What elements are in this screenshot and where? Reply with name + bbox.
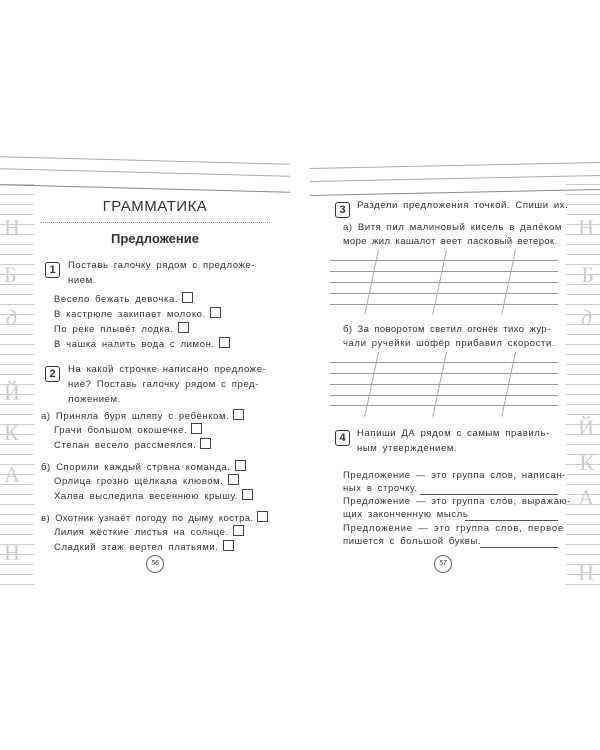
sentence: Лилия жёсткие листья на солнце. — [54, 527, 229, 538]
sentence: Охотник узнаёт погоду по дыму костра. — [55, 513, 254, 524]
statement: Предложение — это группа слов, написан- — [343, 470, 567, 481]
edge-letter: д — [6, 305, 18, 330]
task-prompt: Раздели предложения точкой. Спиши их. — [357, 200, 569, 211]
writing-line — [330, 293, 558, 294]
answer-line[interactable] — [465, 520, 558, 521]
statement: щих законченную мысль — [343, 509, 469, 520]
edge-letter: А — [4, 462, 20, 487]
writing-line — [330, 271, 558, 272]
edge-letter: Й — [578, 415, 594, 440]
edge-letter: К — [4, 420, 19, 445]
group-label: б) — [41, 462, 51, 473]
task-prompt: нием. — [68, 275, 97, 286]
edge-letter: Н — [4, 540, 20, 565]
checkbox[interactable] — [233, 409, 244, 420]
sentence: Приняла буря шляпу с ребёнком. — [55, 411, 230, 422]
edge-letter: Н — [578, 560, 594, 585]
sentence: Халва выследила весеннюю крышу. — [54, 491, 239, 502]
section-title: ГРАММАТИКА — [102, 198, 208, 215]
checkbox[interactable] — [210, 307, 221, 318]
header-line — [0, 168, 290, 177]
checkbox[interactable] — [235, 460, 246, 471]
task-number: 1 — [45, 262, 60, 278]
header-line — [0, 184, 290, 193]
edge-letter: Б — [4, 262, 17, 287]
checkbox[interactable] — [200, 438, 211, 449]
header-line — [310, 189, 600, 196]
exercise-text: море жил кашалот веет ласковый ветерок. — [343, 236, 558, 247]
page-number: 57 — [434, 555, 452, 573]
task-prompt: ложением. — [68, 394, 121, 405]
edge-letter: К — [579, 450, 594, 475]
exercise-text: чали ручейки шофёр прибавил скорости. — [343, 338, 556, 349]
edge-letter: А — [578, 485, 594, 510]
sentence: По реке плывёт лодка. — [54, 324, 174, 335]
writing-line — [330, 395, 558, 396]
checkbox[interactable] — [178, 322, 189, 333]
edge-letter: Б — [581, 262, 594, 287]
statement: Предложение — это группа слов, первое — [343, 523, 565, 534]
sentence: Степан весело рассмеялся. — [54, 440, 197, 451]
task-number: 3 — [335, 202, 350, 218]
statement: Предложение — это группа слов, выражаю- — [343, 496, 571, 507]
task-prompt: На какой строчке написано предложе- — [68, 364, 267, 375]
checkbox[interactable] — [182, 292, 193, 303]
sentence: Сладкий этаж вертел платьями. — [54, 542, 219, 553]
answer-line[interactable] — [480, 547, 558, 548]
writing-line — [330, 373, 558, 374]
task-number: 4 — [335, 430, 350, 446]
task-prompt: Поставь галочку рядом с предложе- — [68, 260, 256, 271]
task-prompt: ным утверждением. — [357, 443, 458, 454]
statement: ных в строчку. — [343, 483, 418, 494]
group-label: в) — [41, 513, 51, 524]
edge-letter: д — [580, 305, 592, 330]
writing-line — [330, 304, 558, 305]
answer-line[interactable] — [420, 494, 558, 495]
task-prompt: ние? Поставь галочку рядом с пред- — [68, 379, 259, 390]
writing-line — [330, 405, 558, 406]
topic-title: Предложение — [111, 231, 199, 246]
statement: пишется с большой буквы. — [343, 536, 482, 547]
sentence: В чашка налить вода с лимон. — [54, 339, 215, 350]
edge-letter: Н — [4, 215, 20, 240]
writing-line — [330, 282, 558, 283]
edge-letter: Й — [4, 380, 20, 405]
header-line — [310, 162, 600, 169]
dotted-divider — [40, 222, 270, 223]
checkbox[interactable] — [219, 337, 230, 348]
sentence: Грачи большом окошечке. — [54, 425, 188, 436]
sentence: Орлица грозно щёлкала клювом. — [54, 476, 224, 487]
checkbox[interactable] — [257, 511, 268, 522]
header-line — [310, 175, 600, 182]
task-prompt: Напиши ДА рядом с самым правиль- — [357, 428, 550, 439]
exercise-text: а) Витя пил малиновый кисель в далёком — [343, 222, 563, 233]
checkbox[interactable] — [228, 474, 239, 485]
exercise-text: б) За поворотом светил огонёк тихо жур- — [343, 324, 551, 335]
checkbox[interactable] — [191, 423, 202, 434]
sentence: Спорили каждый страна команда. — [56, 462, 231, 473]
page-number: 56 — [146, 555, 164, 573]
task-number: 2 — [45, 366, 60, 382]
sentence: Весело бежать девочка. — [54, 294, 179, 305]
sentence: В кастрюле закипает молоко. — [54, 309, 206, 320]
checkbox[interactable] — [223, 540, 234, 551]
checkbox[interactable] — [242, 489, 253, 500]
edge-letter: Н — [578, 215, 594, 240]
header-line — [0, 156, 290, 165]
checkbox[interactable] — [233, 525, 244, 536]
writing-line — [330, 384, 558, 385]
group-label: а) — [41, 411, 51, 422]
